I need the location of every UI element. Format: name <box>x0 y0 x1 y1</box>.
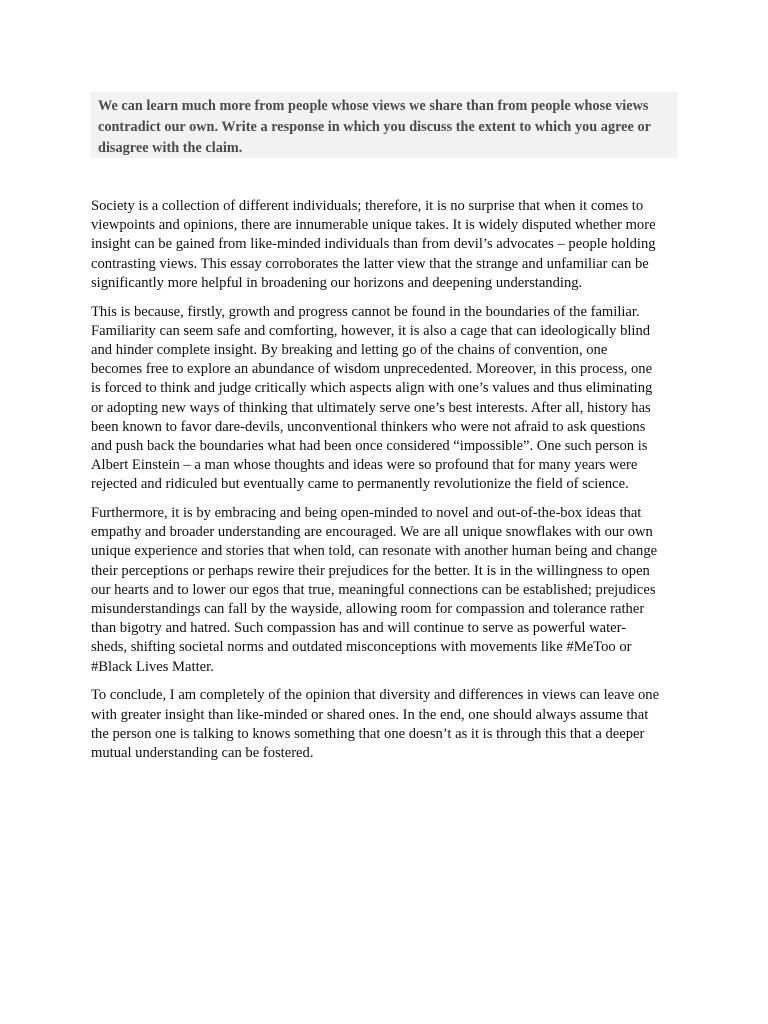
essay-line: contrasting views. This essay corroborates the latter view that the strange and unfamiliar can be <box>91 255 649 272</box>
essay-line: sheds, shifting societal norms and outdated misconceptions with movements like #MeToo or <box>91 639 632 656</box>
essay-line: is forced to think and judge critically which aspects align with one’s values and thus eliminating <box>91 380 653 397</box>
essay-line: misunderstandings can fall by the wayside, allowing room for compassion and tolerance rather <box>91 601 645 618</box>
essay-line: unique experience and stories that when told, can resonate with another human being and change <box>91 543 658 560</box>
essay-line: been known to favor dare-devils, unconventional thinkers who were not afraid to ask questions <box>91 418 646 435</box>
essay-line: #Black Lives Matter. <box>91 658 214 675</box>
essay-paragraph-body-2 <box>91 504 681 677</box>
essay-line: To conclude, I am completely of the opinion that diversity and differences in views can leave one <box>91 687 660 704</box>
essay-line: the person one is talking to knows something that one doesn’t as it is through this that a deeper <box>91 725 645 742</box>
essay-body <box>91 197 681 773</box>
essay-line: insight can be gained from like-minded individuals than from devil’s advocates – people holding <box>91 236 656 253</box>
essay-line: than bigotry and hatred. Such compassion has and will continue to serve as powerful water- <box>91 620 627 637</box>
essay-line: with greater insight than like-minded or shared ones. In the end, one should always assume that <box>91 706 649 723</box>
essay-paragraph-intro <box>91 197 681 293</box>
essay-line: becomes free to explore an abundance of wisdom unprecedented. Moreover, in this process, one <box>91 361 653 378</box>
prompt-line: We can learn much more from people whose views we share than from people whose views <box>98 98 649 114</box>
essay-line: our hearts and to lower our egos that true, meaningful connections can be established; prejudices <box>91 581 656 598</box>
essay-line: and push back the boundaries what had been once considered “impossible”. One such person is <box>91 437 648 454</box>
essay-line: empathy and broader understanding are encouraged. We are all unique snowflakes with our own <box>91 524 653 541</box>
essay-line: mutual understanding can be fostered. <box>91 744 314 761</box>
prompt-line: contradict our own. Write a response in which you discuss the extent to which you agree or <box>98 119 651 135</box>
essay-line: Furthermore, it is by embracing and being open-minded to novel and out-of-the-box ideas that <box>91 505 642 522</box>
essay-line: and hinder complete insight. By breaking and letting go of the chains of convention, one <box>91 341 608 358</box>
essay-line: viewpoints and opinions, there are innumerable unique takes. It is widely disputed whether more <box>91 217 656 234</box>
essay-line: Society is a collection of different individuals; therefore, it is no surprise that when it comes to <box>91 198 644 214</box>
essay-line: their perceptions or perhaps rewire their prejudices for the better. It is in the willingness to open <box>91 562 650 579</box>
essay-line: significantly more helpful in broadening our horizons and deepening understanding. <box>91 274 583 291</box>
essay-paragraph-body-1 <box>91 303 681 495</box>
essay-line: or adopting new ways of thinking that ultimately serve one’s best interests. After all, history has <box>91 399 651 416</box>
essay-line: This is because, firstly, growth and progress cannot be found in the boundaries of the familiar. <box>91 303 640 320</box>
essay-line: Albert Einstein – a man whose thoughts and ideas were so profound that for many years were <box>91 457 638 474</box>
essay-line: rejected and ridiculed but eventually came to permanently revolutionize the field of science. <box>91 476 629 493</box>
essay-paragraph-conclusion <box>91 686 681 763</box>
essay-prompt-image <box>90 92 678 158</box>
prompt-line: disagree with the claim. <box>98 140 243 156</box>
essay-line: Familiarity can seem safe and comforting, however, it is also a cage that can ideologically blind <box>91 322 651 339</box>
